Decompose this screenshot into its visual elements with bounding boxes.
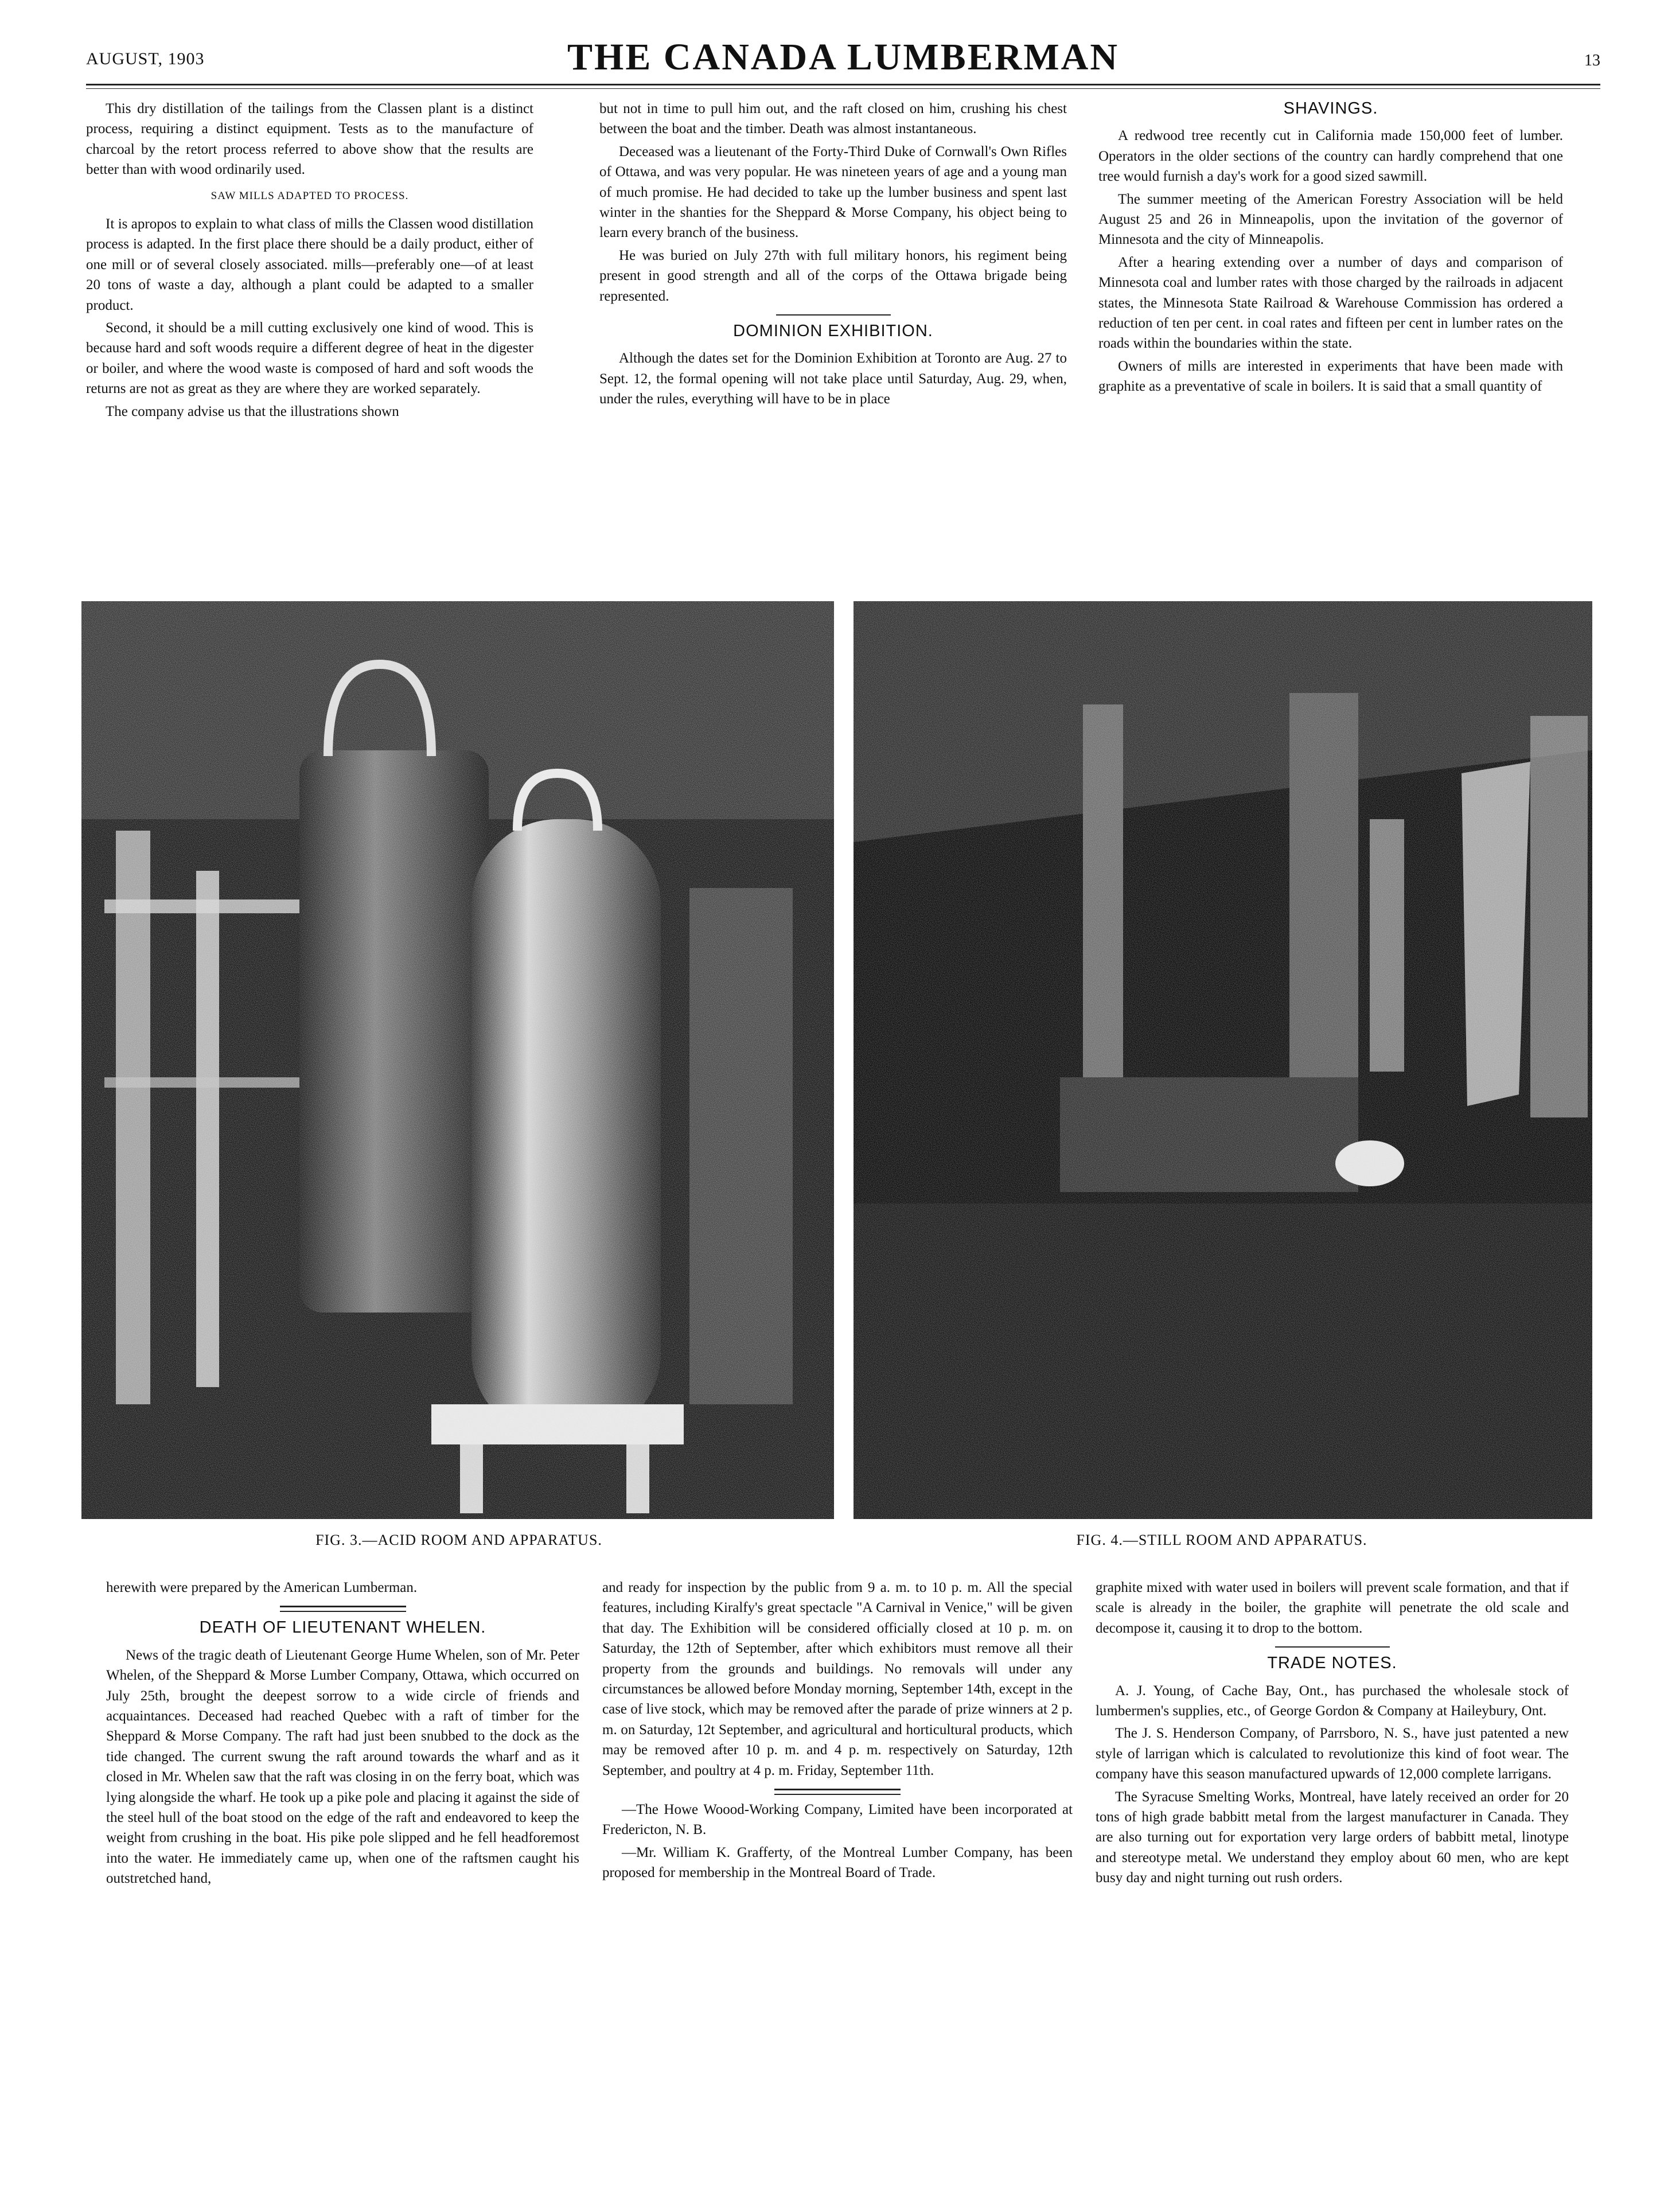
column-2-top (599, 99, 1067, 412)
paragraph: A. J. Young, of Cache Bay, Ont., has purchased the wholesale stock of lumbermen's supplies, etc., of George Gordon & Company at Haileybury, Ont. (1096, 1683, 1569, 1719)
heading-trade-notes: TRADE NOTES. (1267, 1654, 1397, 1673)
masthead-rule-thin (86, 88, 1600, 89)
paragraph: Second, it should be a mill cutting exclusively one kind of wood. This is because hard and soft woods require a different degree of heat in the digester or boiler, and where the wood waste is composed of hard and soft woods the returns are not as great as they are where they are worked separately. (86, 320, 533, 397)
paragraph: —Mr. William K. Grafferty, of the Montreal Lumber Company, has been proposed for membership in the Montreal Board of Trade. (602, 1844, 1073, 1881)
paragraph: but not in time to pull him out, and the raft closed on him, crushing his chest between the boat and the timber. Death was almost instantaneous. (599, 101, 1067, 137)
paragraph: News of the tragic death of Lieutenant George Hume Whelen, son of Mr. Peter Whelen, of the Sheppard & Morse Lumber Company, Ottawa, which occurred on July 25th, brought the deepest sorrow to a wide circle of friends and acquaintances. Deceased had reached Quebec with a raft of timber for the Sheppard & Morse Company. The raft had just been snubbed to the dock as the tide changed. The current swung the raft around towards the wharf and as it closed in Mr. Whelen saw that the raft was closing in on the ferry boat, which was lying alongside the wharf. He took up a pike pole and placing it against the side of the steel hull of the boat stood on the edge of the raft and endeavored to keep the weight from crushing in the boat. His pike pole slipped and he fell headforemost into the water. He immediately came up, when one of the raftsmen caught his outstretched hand, (106, 1647, 579, 1887)
paragraph: After a hearing extending over a number of days and comparison of Minnesota coal and lumber rates with those charged by the railroads in adjacent states, the Minnesota State Railroad & Warehouse Commission has ordered a reduction of ten per cent. in coal rates and fifteen per cent in lumber rates on the roads within the boundaries within the state. (1098, 254, 1563, 352)
column-1-bottom (106, 1578, 579, 1891)
page-number: 13 (1584, 52, 1600, 69)
section-divider (774, 1789, 901, 1795)
heading-shavings: SHAVINGS. (1283, 99, 1378, 118)
column-3-top (1098, 99, 1563, 399)
paragraph: He was buried on July 27th with full military honors, his regiment being present in good strength and all of the corps of the Ottawa brigade being represented. (599, 247, 1067, 304)
paragraph: The Syracuse Smelting Works, Montreal, have lately received an order for 20 tons of high grade babbitt metal from the largest manufacturer in Canada. They are also turning out for exportation very large orders of babbitt metal, linotype and stereotype metal. We understand they employ about 60 men, who are kept busy day and night turning out rush orders. (1096, 1789, 1569, 1886)
paragraph: This dry distillation of the tailings from the Classen plant is a distinct process, requiring a distinct equipment. Tests as to the manufacture of charcoal by the retort process referred to above show that the results are better than with wood ordinarily used. (86, 101, 533, 178)
column-3-bottom (1096, 1578, 1569, 1891)
masthead (86, 36, 1600, 81)
figure-3-caption: FIG. 3.—ACID ROOM AND APPARATUS. (315, 1532, 602, 1548)
column-1-top (86, 99, 533, 424)
paragraph: Deceased was a lieutenant of the Forty-Third Duke of Cornwall's Own Rifles of Ottawa, and was very popular. He was nineteen years of age and a young man of much promise. He had decided to take up the lumber business and spent last winter in the shanties for the Sheppard & Morse Company, his object being to learn every branch of the business. (599, 143, 1067, 241)
issue-date: AUGUST, 1903 (86, 49, 205, 68)
figure-4-caption: FIG. 4.—STILL ROOM AND APPARATUS. (1076, 1532, 1367, 1548)
paragraph: Although the dates set for the Dominion Exhibition at Toronto are Aug. 27 to Sept. 12, the formal opening will not take place until Saturday, Aug. 29, when, under the rules, everything will have to be in place (599, 351, 1067, 407)
section-divider (776, 314, 891, 316)
paragraph: It is apropos to explain to what class of mills the Classen wood distillation process is adapted. In the first place there should be a daily product, either of one mill or of several closely associated. mills—preferably one—of at least 20 tons of waste a day, although a plant could be adapted to a smaller product. (86, 216, 533, 313)
section-divider (280, 1606, 406, 1612)
heading-dominion-exhibition: DOMINION EXHIBITION. (733, 322, 933, 341)
paragraph: herewith were prepared by the American Lumberman. (106, 1580, 418, 1595)
paragraph: Owners of mills are interested in experiments that have been made with graphite as a preventative of scale in boilers. It is said that a small quantity of (1098, 358, 1563, 395)
paragraph: graphite mixed with water used in boilers will prevent scale formation, and that if scale is already in the boiler, the graphite will penetrate the old scale and decompose it, causing it to drop to the bottom. (1096, 1580, 1569, 1636)
paragraph: The company advise us that the illustrations shown (106, 403, 399, 419)
paragraph: —The Howe Woood-Working Company, Limited have been incorporated at Fredericton, N. B. (602, 1802, 1073, 1838)
heading-death-of-lieutenant-whelen: DEATH OF LIEUTENANT WHELEN. (199, 1618, 486, 1637)
section-divider (1275, 1646, 1390, 1648)
paragraph: A redwood tree recently cut in California made 150,000 feet of lumber. Operators in the older sections of the country can hardly comprehend that one tree would furnish a day's work for a good sized sawmill. (1098, 128, 1563, 185)
paragraph: The summer meeting of the American Forestry Association will be held August 25 and 26 in Minneapolis, upon the invitation of the governor of Minnesota and the city of Minneapolis. (1098, 191, 1563, 248)
column-2-bottom (602, 1578, 1073, 1886)
paragraph: and ready for inspection by the public from 9 a. m. to 10 p. m. All the special features, including Kiralfy's great spectacle "A Carnival in Venice," will be given that day. The Exhibition will be considered officially closed at 10 p. m. on Saturday, the 12th of September, after which exhibitors must remove all their property from the grounds and buildings. No removals will under any circumstances be allowed before Monday morning, September 14th, except in the case of live stock, which may be removed after the parade of prize winners at 2 p. m. on Saturday, 12t September, and agricultural and horticultural products, which may be removed after 10 p. m. and 4 p. m. respectively on Saturday, 12th September, and poultry at 4 p. m. Friday, September 11th. (602, 1580, 1073, 1778)
subheading-saw-mills: SAW MILLS ADAPTED TO PROCESS. (211, 189, 409, 202)
figure-3-photo (81, 601, 834, 1519)
paragraph: The J. S. Henderson Company, of Parrsboro, N. S., have just patented a new style of larrigan which is calculated to revolutionize this kind of foot wear. The company have this season manufactured upwards of 12,000 complete larrigans. (1096, 1726, 1569, 1782)
figure-4-photo (854, 601, 1592, 1519)
masthead-rule (86, 84, 1600, 85)
newspaper-title: THE CANADA LUMBERMAN (567, 36, 1120, 78)
